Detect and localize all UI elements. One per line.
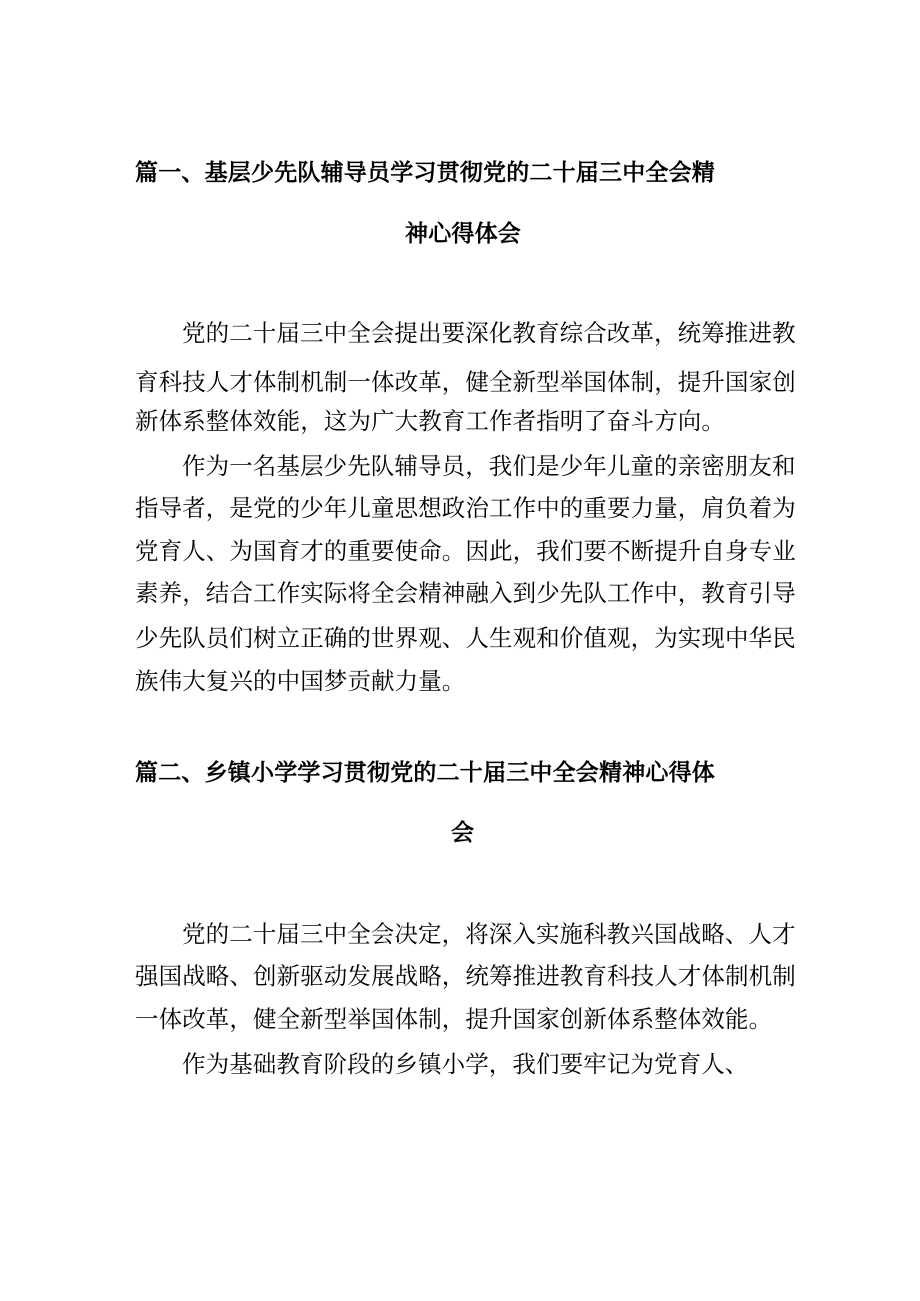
section1-title-line1: 篇一、基层少先队辅导员学习贯彻党的二十届三中全会精 [135,160,715,186]
section1-p1-line2: 育科技人才体制机制一体改革，健全新型举国体制，提升国家创 [135,368,796,396]
section2-p1-line3: 一体改革，健全新型举国体制，提升国家创新体系整体效能。 [135,1005,773,1033]
section2-title-line2: 会 [451,820,475,846]
section1-p2-line6: 族伟大复兴的中国梦贡献力量。 [135,667,466,695]
section2-title-line1: 篇二、乡镇小学学习贯彻党的二十届三中全会精神心得体 [135,760,715,786]
section1-title-line2: 神心得体会 [405,221,521,247]
section1-p1-line1: 党的二十届三中全会提出要深化教育综合改革，统筹推进教 [182,319,796,347]
section1-p2-line3: 党育人、为国育才的重要使命。因此，我们要不断提升自身专业 [135,537,796,565]
section1-p2-line2: 指导者，是党的少年儿童思想政治工作中的重要力量，肩负着为 [135,494,796,522]
section1-p2-line1: 作为一名基层少先队辅导员，我们是少年儿童的亲密朋友和 [182,452,796,480]
section2-p1-line1: 党的二十届三中全会决定，将深入实施科教兴国战略、人才 [182,920,796,948]
section1-p2-line4: 素养，结合工作实际将全会精神融入到少先队工作中，教育引导 [135,579,796,607]
section2-p2-line1: 作为基础教育阶段的乡镇小学，我们要牢记为党育人、 [182,1050,749,1078]
section2-p1-line2: 强国战略、创新驱动发展战略，统筹推进教育科技人才体制机制 [135,962,796,990]
section1-p1-line3: 新体系整体效能，这为广大教育工作者指明了奋斗方向。 [135,407,725,435]
section1-p2-line5: 少先队员们树立正确的世界观、人生观和价值观，为实现中华民 [135,624,796,652]
